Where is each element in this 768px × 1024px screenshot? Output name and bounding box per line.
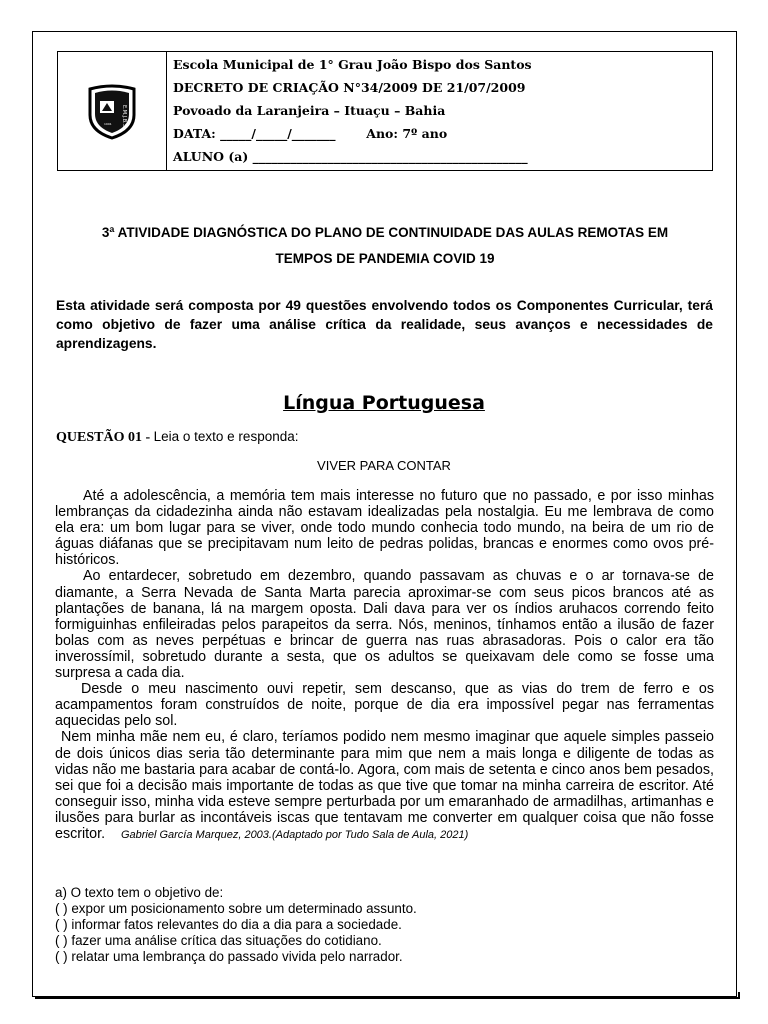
option-a[interactable]: ( ) expor um posicionamento sobre um determinado assunto.	[55, 901, 417, 916]
paragraph: Desde o meu nascimento ouvi repetir, sem descanso, que as vias do trem de ferro e os acampamentos foram construídos de noite, porque de dia era impossível pegar nas ferramentas aquecidas pelo sol.	[55, 681, 714, 730]
school-header	[57, 51, 713, 171]
paragraph: Até a adolescência, a memória tem mais interesse no futuro que no passado, e por isso minhas lembranças da cidadezinha ainda não estavam idealizadas pela nostalgia. Eu me lembrava de como ela era: um bom lugar para se viver, onde todo mundo conhecia todo mundo, na beira de um rio de águas diáfanas que se precipitavam num leito de pedras polidas, brancas e enormes como ovos pré-históricos.	[55, 488, 714, 569]
reading-text	[55, 488, 714, 843]
activity-intro: Esta atividade será composta por 49 questões envolvendo todos os Componentes Curricular, terá como objetivo de fazer uma análise crítica da realidade, seus avanços e necessidades de aprendizagens.	[56, 298, 713, 351]
school-year: Ano: 7º ano	[366, 126, 448, 141]
activity-title-line2: TEMPOS DE PANDEMIA COVID 19	[275, 251, 495, 266]
school-logo	[58, 52, 167, 170]
date-field[interactable]: DATA: _____/_____/_______	[173, 126, 336, 141]
question-number: QUESTÃO 01 -	[56, 430, 151, 445]
option-d[interactable]: ( ) relatar uma lembrança do passado vivida pelo narrador.	[55, 949, 403, 964]
source-credit: Gabriel García Marquez, 2003.(Adaptado por Tudo Sala de Aula, 2021)	[120, 828, 469, 841]
svg-text:1991: 1991	[104, 122, 112, 126]
answer-options	[55, 885, 417, 965]
school-name: Escola Municipal de 1° Grau João Bispo dos Santos	[173, 57, 532, 72]
activity-title-line1: 3ª ATIVIDADE DIAGNÓSTICA DO PLANO DE CONTINUIDADE DAS AULAS REMOTAS EM	[101, 225, 669, 240]
paragraph-text: Nem minha mãe nem eu, é claro, teríamos podido nem mesmo imaginar que aquele simples passeio de dois únicos dias seria tão determinante para mim que nem a mais longa e diligente de todas as vidas não me bastaria para acabar de contá-lo. Agora, com mais de setenta e cinco anos bem pesados, sei que foi a decisão mais importante de todas as que tive que tomar na minha carreira de escritor. Até conseguir isso, minha vida esteve sempre perturbada por um emaranhado de armadilhas, artimanhas e ilusões para burlar as incontáveis iscas que tentavam me converter em qualquer coisa que não fosse escritor.	[55, 729, 714, 842]
subject-title: Língua Portuguesa	[283, 392, 485, 414]
question-label	[56, 429, 298, 446]
sub-question: a) O texto tem o objetivo de:	[55, 885, 224, 900]
option-b[interactable]: ( ) informar fatos relevantes do dia a dia para a sociedade.	[55, 917, 402, 932]
page-shadow	[35, 992, 740, 999]
svg-text:E.M.J.B.S: E.M.J.B.S	[121, 105, 127, 127]
school-location: Povoado da Laranjeira – Ituaçu – Bahia	[173, 103, 446, 118]
text-title: VIVER PARA CONTAR	[317, 458, 451, 473]
option-c[interactable]: ( ) fazer uma análise crítica das situações do cotidiano.	[55, 933, 382, 948]
paragraph: Ao entardecer, sobretudo em dezembro, quando passavam as chuvas e o ar tornava-se de diamante, a Serra Nevada de Santa Marta parecia aproximar-se com seus picos brancos até as plantações de banana, lá na margem oposta. Dali dava para ver os índios aruhacos correndo feito formiguinhas enfileiradas pelos parapeitos da serra. Nós, meninos, tínhamos então a ilusão de fazer bolas com as neves perpétuas e brincar de guerra nas ruas abrasadoras. Pois o calor era tão inverossímil, sobretudo durante a sesta, que os adultos se queixavam dele como se fosse uma surpresa a cada dia.	[55, 568, 714, 682]
question-instruction: Leia o texto e responda:	[153, 429, 299, 444]
creation-decree: DECRETO DE CRIAÇÃO N°34/2009 DE 21/07/2009	[173, 80, 526, 95]
paragraph	[55, 729, 714, 843]
school-crest-icon	[82, 81, 142, 141]
date-year-row	[173, 123, 712, 146]
student-field[interactable]: ALUNO (a) ____________________________________________	[173, 149, 528, 164]
school-info	[167, 52, 712, 170]
